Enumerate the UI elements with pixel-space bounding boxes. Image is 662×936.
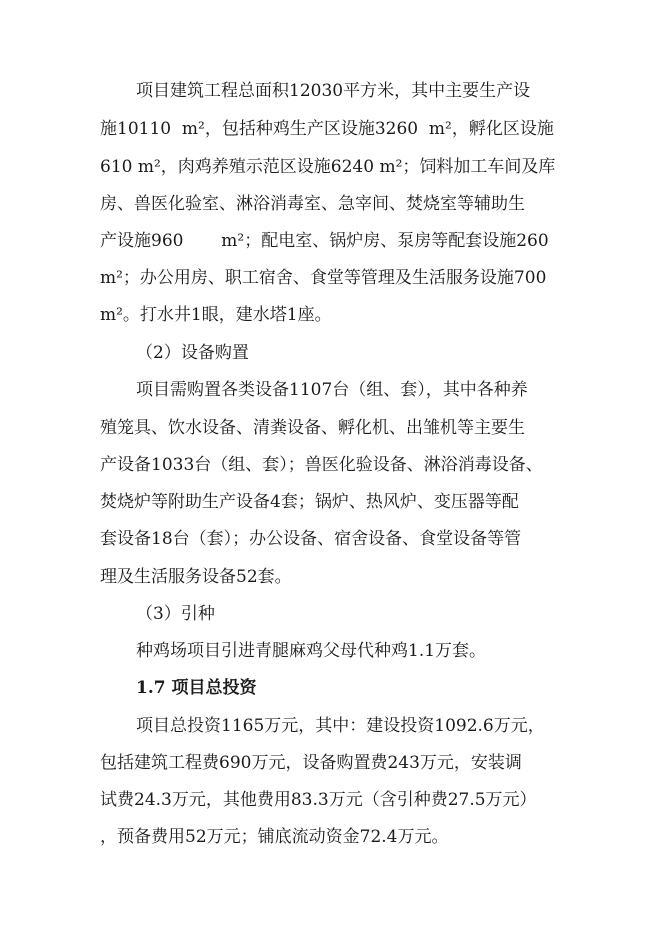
paragraph-line: m²。打水井1眼，建水塔1座。 (100, 305, 332, 325)
investment-line: 试费24.3万元，其他费用83.3万元（含引种费27.5万元） (100, 790, 537, 810)
equipment-line: 产设备1033台（组、套）；兽医化验设备、淋浴消毒设备、 (100, 455, 543, 475)
equipment-line: 套设备18台（套）；办公设备、宿舍设备、食堂设备等管 (100, 529, 522, 549)
section-heading-equipment: （2）设备购置 (136, 343, 249, 363)
paragraph-line: 产设施960 m²；配电室、锅炉房、泵房等配套设施260 (100, 231, 549, 251)
paragraph-line: 房、兽医化验室、淋浴消毒室、急宰间、焚烧室等辅助生 (100, 194, 525, 214)
investment-line: ，预备费用52万元；铺底流动资金72.4万元。 (100, 827, 449, 847)
paragraph-line: 施10110 m²，包括种鸡生产区设施3260 m²，孵化区设施 (100, 119, 554, 139)
paragraph-line: 610 m²，肉鸡养殖示范区设施6240 m²；饲料加工车间及库 (100, 157, 556, 177)
equipment-line: 项目需购置各类设备1107台（组、套），其中各种养 (136, 380, 528, 400)
breeding-text: 种鸡场项目引进青腿麻鸡父母代种鸡1.1万套。 (136, 641, 487, 661)
paragraph-line: m²；办公用房、职工宿舍、食堂等管理及生活服务设施700 (100, 268, 547, 288)
section-heading-investment: 1.7 项目总投资 (136, 678, 257, 698)
paragraph-line: 项目建筑工程总面积12030平方米，其中主要生产设 (136, 81, 531, 101)
section-heading-breeding: （3）引种 (136, 604, 215, 624)
equipment-line: 焚烧炉等附助生产设备4套；锅炉、热风炉、变压器等配 (100, 492, 519, 512)
investment-line: 项目总投资1165万元，其中：建设投资1092.6万元， (136, 716, 545, 736)
equipment-line: 殖笼具、饮水设备、清粪设备、孵化机、出雏机等主要生 (100, 418, 525, 438)
investment-line: 包括建筑工程费690万元，设备购置费243万元，安装调 (100, 753, 522, 773)
equipment-line: 理及生活服务设备52套。 (100, 567, 292, 587)
